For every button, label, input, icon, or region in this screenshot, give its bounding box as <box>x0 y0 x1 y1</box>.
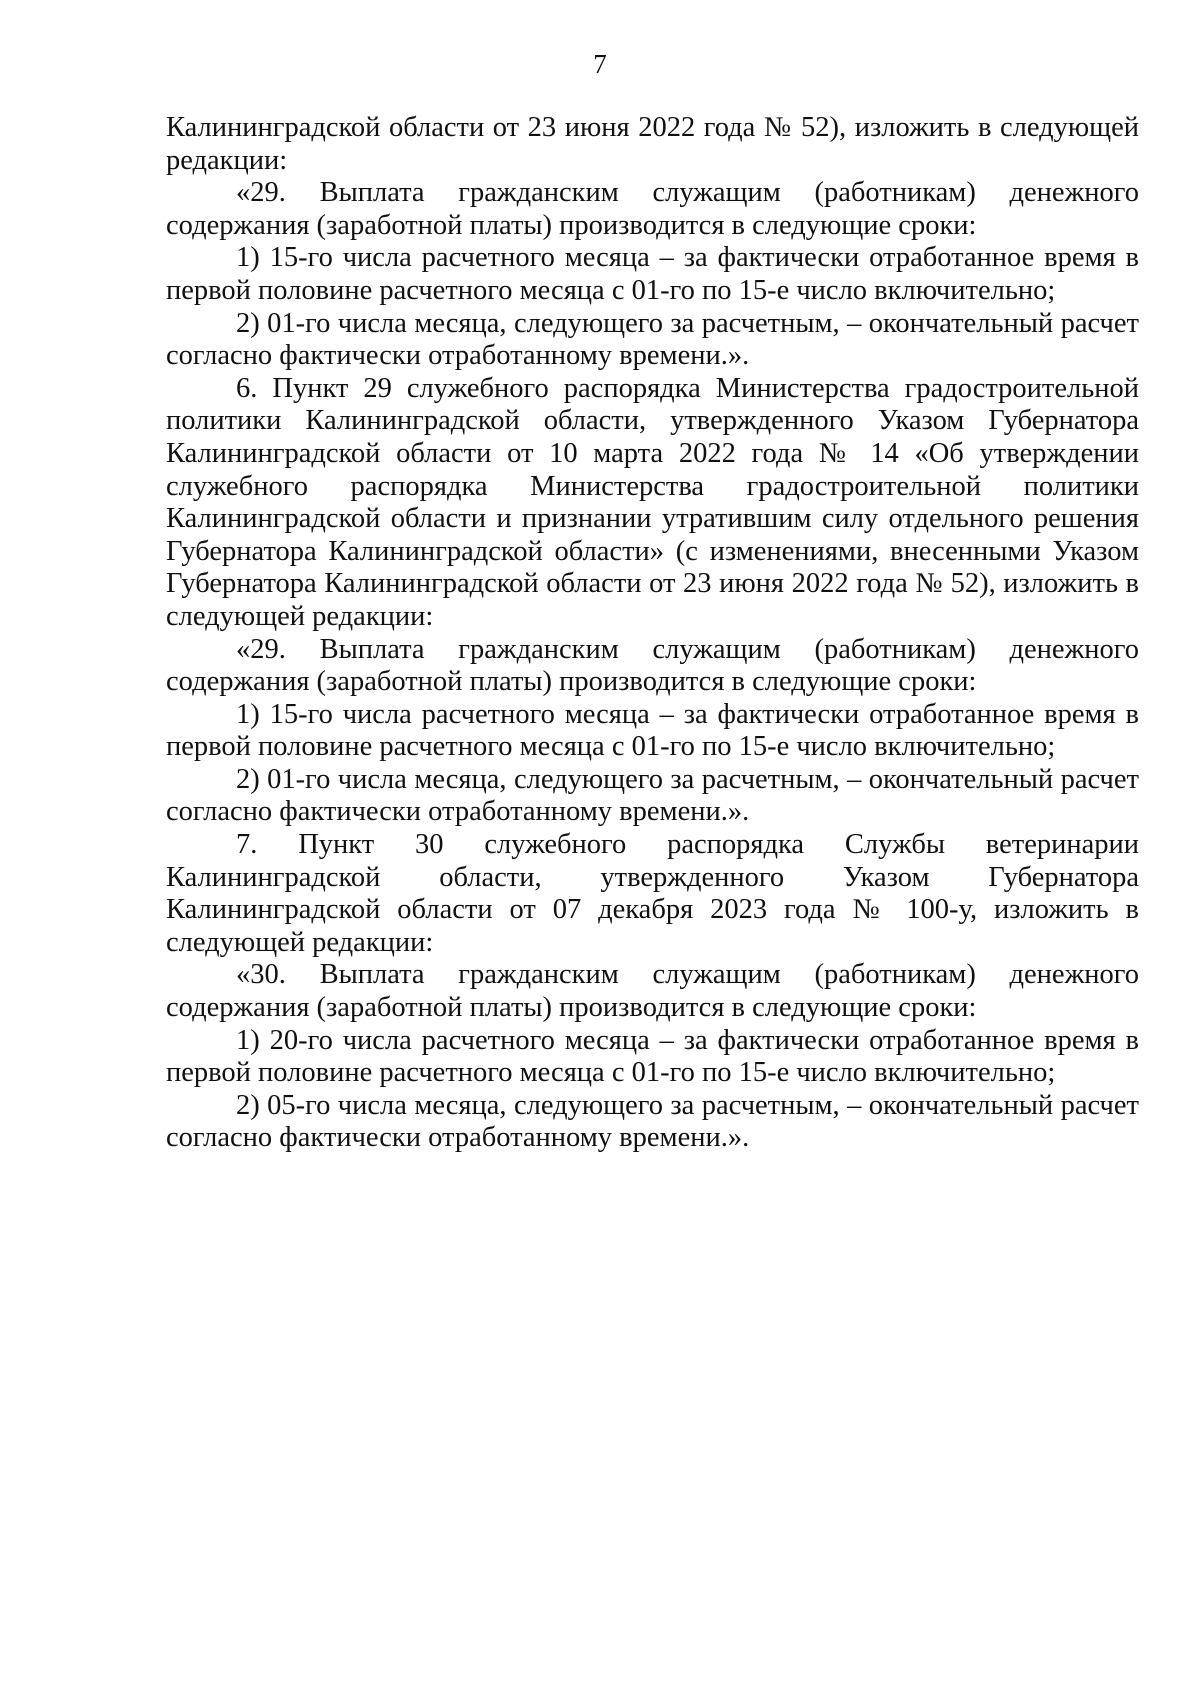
paragraph-item-29-sub-1-2: 1) 15-го числа расчетного месяца – за фактически отработанное время в первой половине расчетного месяца с 01-го по 15-е число включительно; <box>166 698 1139 763</box>
document-body <box>166 112 1139 1155</box>
paragraph-point-6: 6. Пункт 29 служебного распорядка Министерства градостроительной политики Калининградской области, утвержденного Указом Губернатора Калининградской области от 10 марта 2022 года № 14 «Об утверждении служебного распорядка Министерства градостроительной политики Калининградской области и признании утратившим силу отдельного решения Губернатора Калининградской области» (с изменениями, внесенными Указом Губернатора Калининградской области от 23 июня 2022 года № 52), изложить в следующей редакции: <box>166 372 1139 632</box>
paragraph-item-29-heading: «29. Выплата гражданским служащим (работникам) денежного содержания (заработной платы) производится в следующие сроки: <box>166 177 1139 241</box>
paragraph-point-7: 7. Пункт 30 служебного распорядка Службы ветеринарии Калининградской области, утвержденного Указом Губернатора Калининградской области от 07 декабря 2023 года № 100-у, изложить в следующей редакции: <box>166 829 1139 958</box>
paragraph-item-30-sub-1: 1) 20-го числа расчетного месяца – за фактически отработанное время в первой половине расчетного месяца с 01-го по 15-е число включительно; <box>166 1024 1139 1089</box>
paragraph-item-29-heading-2: «29. Выплата гражданским служащим (работникам) денежного содержания (заработной платы) производится в следующие сроки: <box>166 633 1139 698</box>
paragraph-item-29-sub-2: 2) 01-го числа месяца, следующего за расчетным, – окончательный расчет согласно фактически отработанному времени.». <box>166 307 1139 372</box>
paragraph-item-30-heading: «30. Выплата гражданским служащим (работникам) денежного содержания (заработной платы) производится в следующие сроки: <box>166 959 1139 1024</box>
page-number: 7 <box>593 49 607 79</box>
paragraph-item-29-sub-1: 1) 15-го числа расчетного месяца – за фактически отработанное время в первой половине расчетного месяца с 01-го по 15-е число включительно; <box>166 242 1139 306</box>
paragraph-item-30-sub-2: 2) 05-го числа месяца, следующего за расчетным, – окончательный расчет согласно фактически отработанному времени.». <box>166 1089 1139 1154</box>
paragraph-item-29-sub-2-2: 2) 01-го числа месяца, следующего за расчетным, – окончательный расчет согласно фактически отработанному времени.». <box>166 763 1139 828</box>
paragraph-continuation: Калининградской области от 23 июня 2022 года № 52), изложить в следующей редакции: <box>166 112 1139 176</box>
